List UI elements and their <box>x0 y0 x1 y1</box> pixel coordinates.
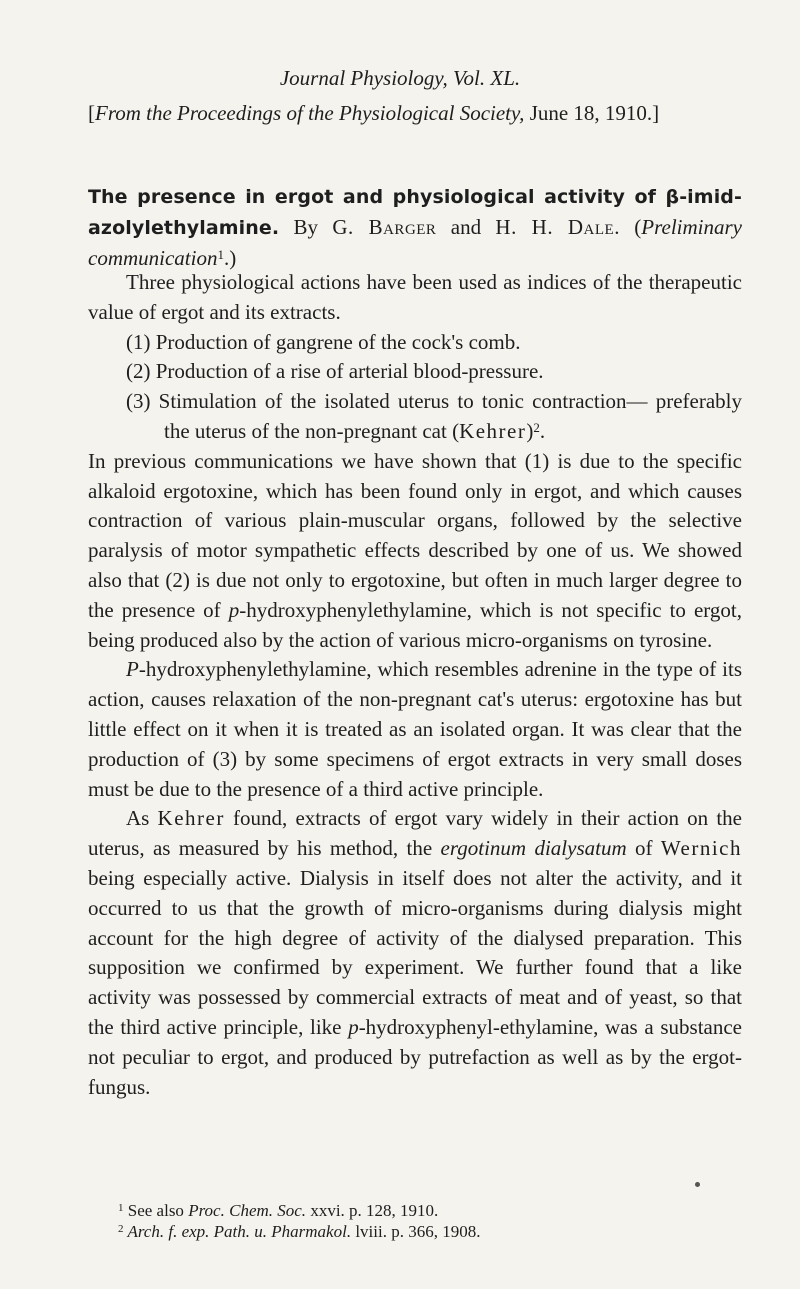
para-prefix-p-2: p <box>348 1014 359 1039</box>
paragraph-3 <box>88 655 742 804</box>
paragraph-4-text-b: being especially active. Dialysis in itself does not alter the activity, and it occurred to us that the growth of micro-organisms during dialysis might account for the high degree of activity of the dialysed preparation. This supposition we confirmed by experiment. We further found that a like activity was possessed by commercial extracts of meat and of yeast, so that the third active principle, like <box>88 865 742 1039</box>
footnote-2-journal: Arch. f. exp. Path. u. Pharmakol. <box>123 1222 352 1241</box>
note-close: .) <box>223 245 237 270</box>
footnote-1 <box>118 1200 772 1221</box>
kehrer-name: Kehrer <box>459 418 527 443</box>
paragraph-2-text-a: In previous communications we have shown that (1) is due to the specific alkaloid ergotoxine, which has been found only in ergot, and which causes contraction of various plain-muscular organs, followed by the selective paralysis of motor sympathetic effects described by one of us. We showed also that (2) is due not only to ergotoxine, but often in much larger degree to the presence of <box>88 448 742 622</box>
author-barger: G. Barger <box>332 214 437 239</box>
footnote-1-text-b: xxvi. p. 128, 1910. <box>306 1201 439 1220</box>
list-item-2: (2) Production of a rise of arterial blood-pressure. <box>126 359 544 384</box>
journal-header <box>0 66 800 91</box>
paragraph-4 <box>88 804 742 1102</box>
footnote-1-text-a: See also <box>123 1201 189 1220</box>
paragraph-3-text: -hydroxyphenylethylamine, which resembles adrenine in the type of its action, causes relaxation of the non-pregnant cat's uterus: ergotoxine has but little effect on it when it is treated as an isolated organ. It was clear that the production of (3) by some specimens of ergot extracts in very small doses must be due to the presence of a third active principle. <box>88 657 742 801</box>
paragraph-2-text-b: -hydroxyphenylethylamine, which is not specific to ergot, being produced also by the action of various micro-organisms on tyrosine. <box>88 597 742 652</box>
paragraph-4-as: As <box>126 806 158 831</box>
footnote-1-journal: Proc. Chem. Soc. <box>188 1201 307 1220</box>
proceedings-line <box>88 101 748 126</box>
paragraph-4-text-c: -hydroxyphenyl-ethylamine, was a substance not peculiar to ergot, and produced by putrefaction as well as by the ergot-fungus. <box>88 1014 743 1099</box>
list-item-3-text: (3) Stimulation of the isolated uterus to tonic contraction— preferably the uterus of the non-pregnant cat ( <box>126 389 742 443</box>
ink-speck <box>695 1182 700 1187</box>
authors-and: and <box>436 214 496 239</box>
authors-prefix: By <box>279 214 333 239</box>
footnote-1-number: 1 <box>118 1202 124 1214</box>
paragraph-4-of: of <box>626 836 661 861</box>
article-title: The presence in ergot and physiological activity of β-imid-azolylethylamine. <box>88 186 742 239</box>
list-item-1: (1) Production of gangrene of the cock's comb. <box>126 329 521 354</box>
footnote-ref-1: 1 <box>217 246 224 262</box>
paragraph-4-text-a: found, extracts of ergot vary widely in their action on the uterus, as measured by his method, the <box>88 806 742 861</box>
para-prefix-p: p <box>228 597 240 622</box>
footnote-2-text-b: lviii. p. 366, 1908. <box>351 1222 481 1241</box>
list-item-3-period: . <box>539 418 546 443</box>
list-item-3 <box>88 387 742 447</box>
ergotinum-dialysatum: ergotinum dialysatum <box>440 836 627 861</box>
wernich-name: Wernich <box>660 836 742 861</box>
journal-title: Journal Physiology, Vol. XL. <box>279 66 521 90</box>
author-dale: H. H. Dale. <box>495 214 620 239</box>
footnote-2 <box>118 1221 772 1242</box>
proceedings-source: From the Proceedings of the Physiological Society, <box>95 101 525 125</box>
article-body <box>88 268 742 1102</box>
para-prefix-P: P <box>126 657 139 682</box>
bracket-open: [ <box>88 101 95 125</box>
intro-paragraph: Three physiological actions have been used as indices of the therapeutic value of ergot and its extracts. <box>88 270 742 324</box>
paragraph-2 <box>88 447 742 656</box>
footnote-ref-2: 2 <box>533 419 540 435</box>
note-open: ( <box>619 214 642 239</box>
proceedings-date: June 18, 1910.] <box>524 101 660 125</box>
article-title-block <box>88 182 742 273</box>
list-item-3-close: ) <box>526 418 534 443</box>
kehrer-name-2: Kehrer <box>157 806 225 831</box>
preliminary-note: Preliminary communication <box>88 214 743 270</box>
footnote-2-number: 2 <box>118 1223 124 1235</box>
